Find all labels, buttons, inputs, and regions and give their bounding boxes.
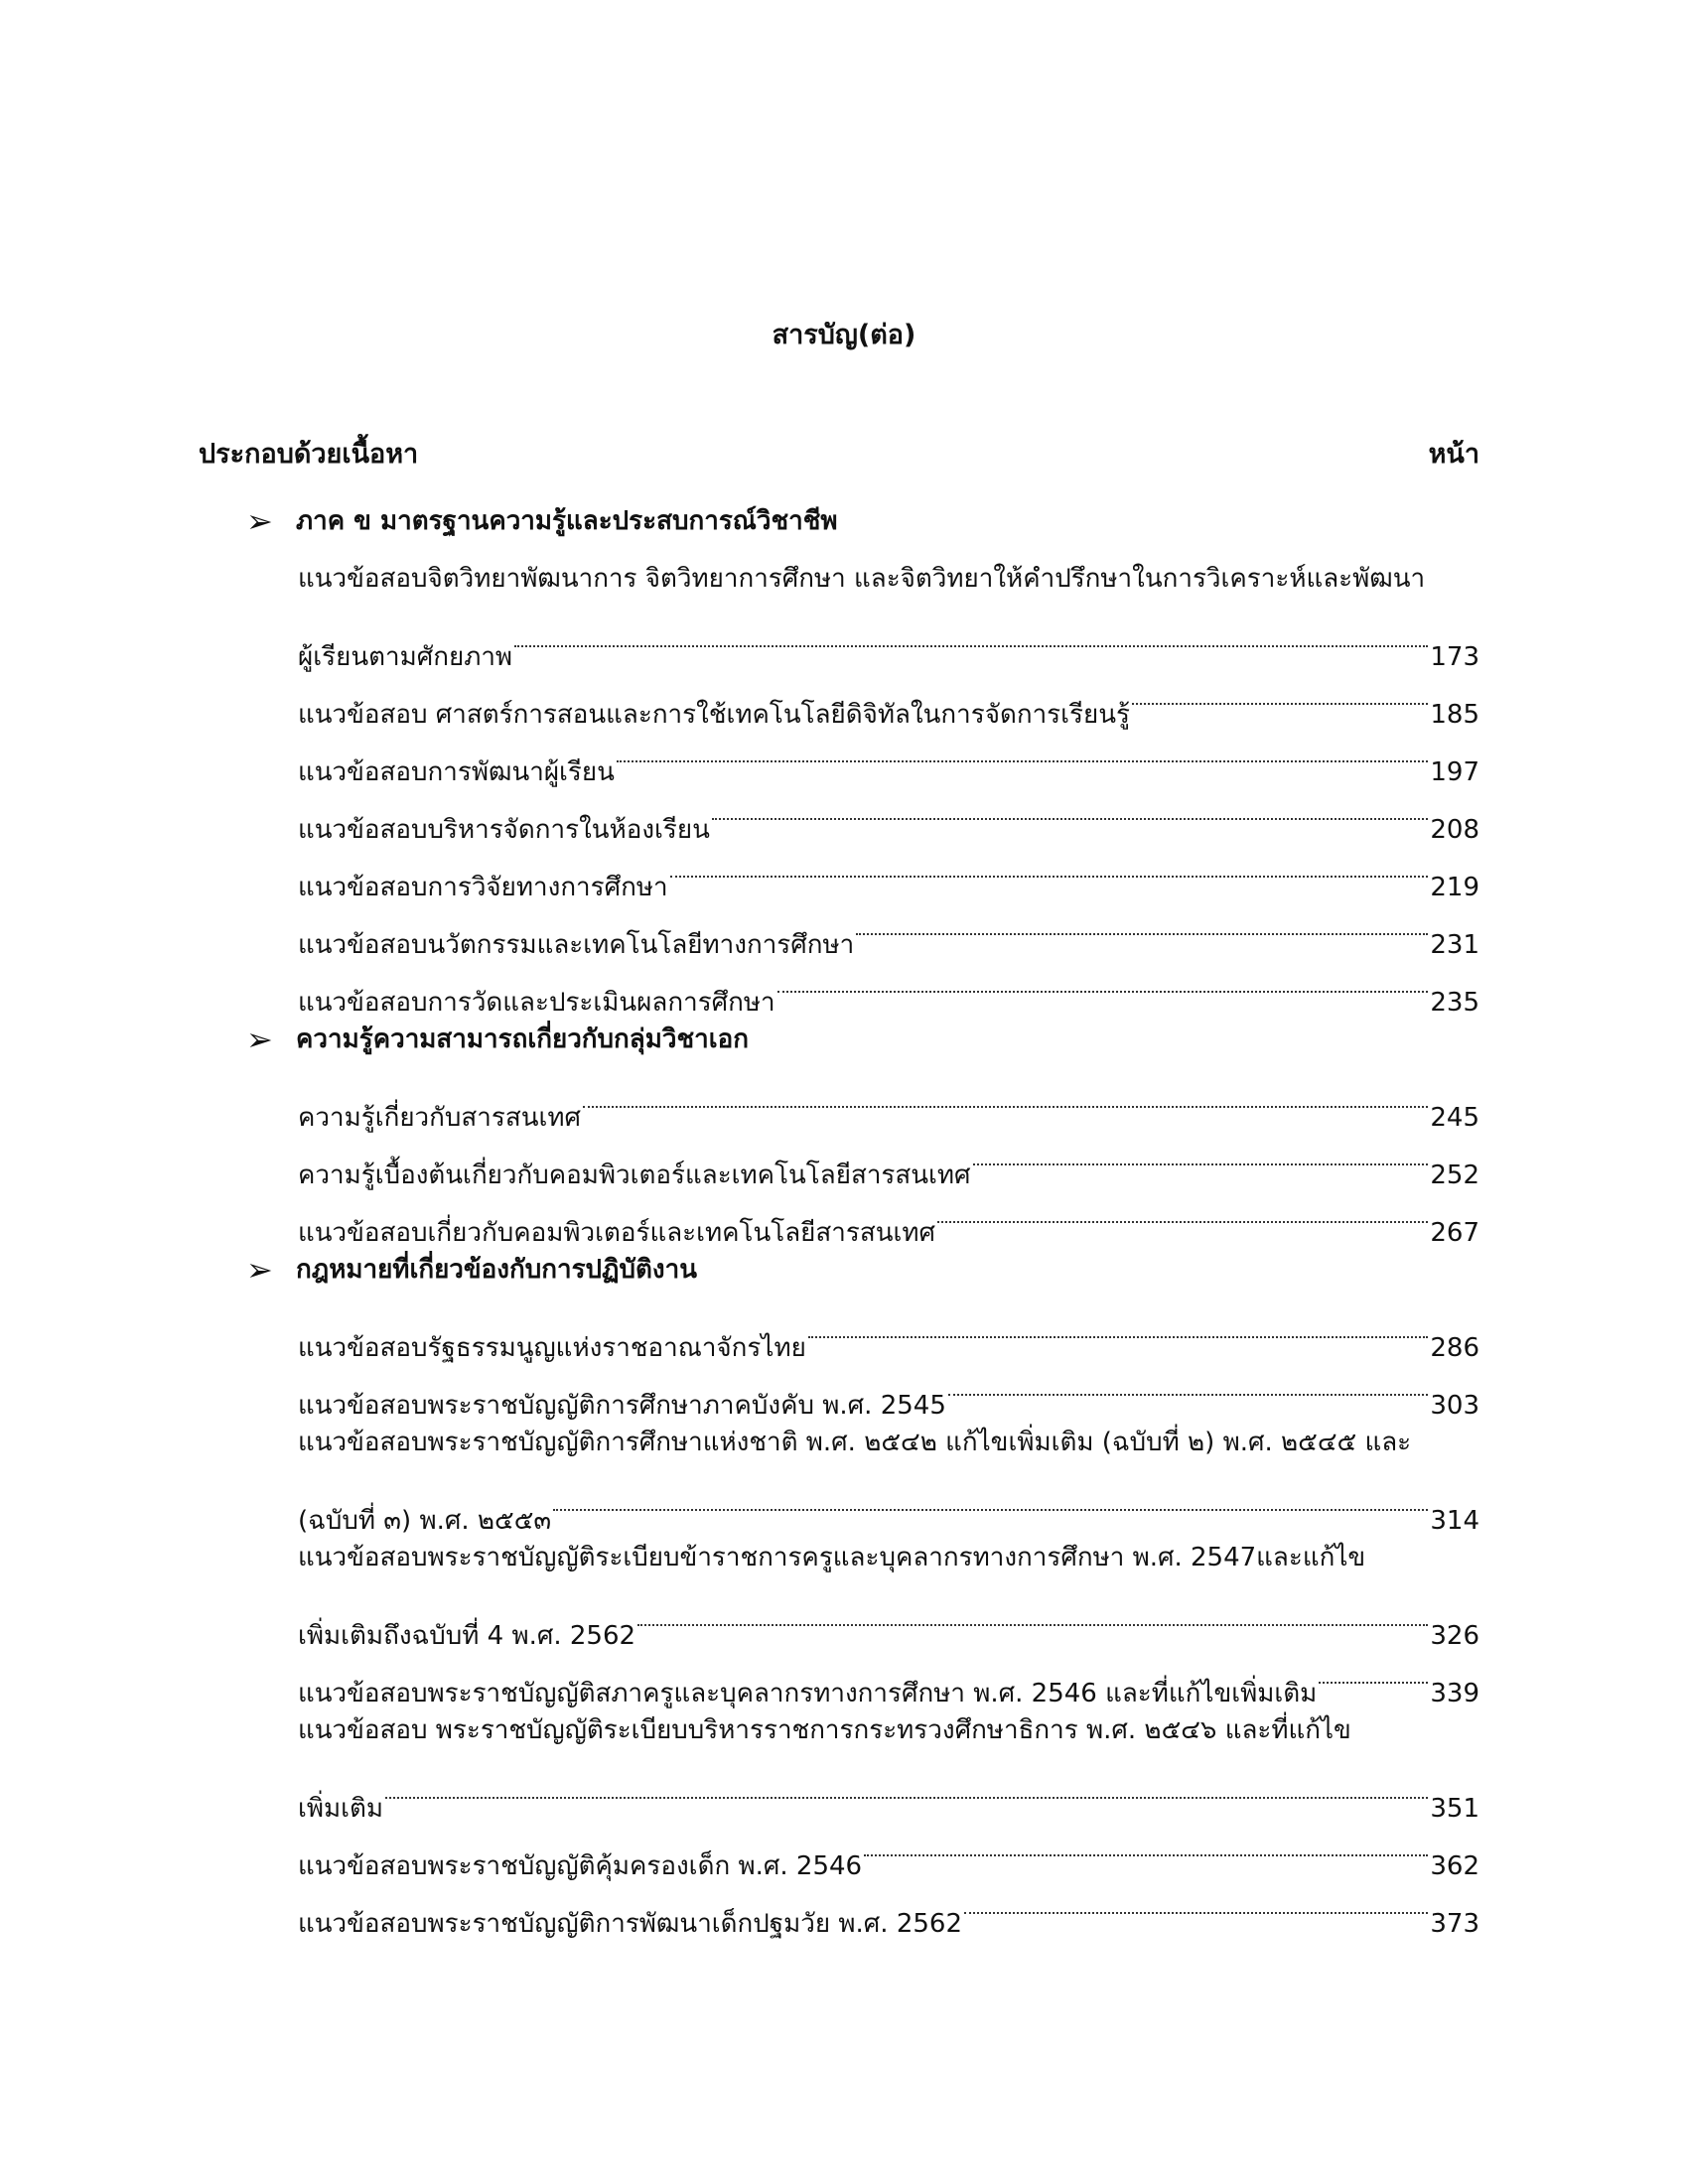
dot-leader xyxy=(1130,665,1430,723)
page-number: 286 xyxy=(1430,1333,1479,1363)
dot-leader xyxy=(775,953,1431,1011)
page-number: 339 xyxy=(1430,1679,1479,1708)
toc-entry-text: แนวข้อสอบเกี่ยวกับคอมพิวเตอร์และเทคโนโลยีสารสนเทศ xyxy=(298,1218,936,1248)
toc-entry[interactable] xyxy=(298,895,1479,960)
toc-entry[interactable] xyxy=(298,1183,1479,1248)
toc-entry-text: แนวข้อสอบการวิจัยทางการศึกษา xyxy=(298,873,668,902)
page-number: 173 xyxy=(1430,642,1479,672)
toc-entry-text: แนวข้อสอบ ศาสตร์การสอนและการใช้เทคโนโลยีดิจิทัลในการจัดการเรียนรู้ xyxy=(298,700,1130,730)
toc-entry[interactable] xyxy=(298,1702,1479,1824)
arrow-bullet-icon: ➢ xyxy=(246,1021,273,1058)
dot-leader xyxy=(1317,1644,1430,1702)
page-number: 303 xyxy=(1430,1391,1479,1421)
toc-entry[interactable] xyxy=(298,1644,1479,1708)
dot-leader xyxy=(635,1586,1430,1644)
page-number: 197 xyxy=(1430,757,1479,787)
dot-leader xyxy=(862,1817,1430,1874)
toc-entry-text: แนวข้อสอบพระราชบัญญัติการศึกษาภาคบังคับ พ.ศ. 2545 xyxy=(298,1391,946,1421)
dot-leader xyxy=(935,1183,1430,1241)
toc-entry-text: แนวข้อสอบจิตวิทยาพัฒนาการ จิตวิทยาการศึกษา และจิตวิทยาให้คำปรึกษาในการวิเคราะห์และพัฒนา xyxy=(298,564,1426,594)
toc-entry[interactable] xyxy=(298,1298,1479,1363)
dot-leader xyxy=(962,1874,1430,1932)
page-number: 231 xyxy=(1430,930,1479,960)
toc-entry-text: แนวข้อสอบรัฐธรรมนูญแห่งราชอาณาจักรไทย xyxy=(298,1333,806,1363)
toc-entry-text: แนวข้อสอบพระราชบัญญัติการพัฒนาเด็กปฐมวัย พ.ศ. 2562 xyxy=(298,1909,962,1939)
section-heading: ภาค ข มาตรฐานความรู้และประสบการณ์วิชาชีพ xyxy=(296,506,838,536)
page-number: 245 xyxy=(1430,1103,1479,1133)
toc-entry-text: (ฉบับที่ ๓) พ.ศ. ๒๕๕๓ xyxy=(298,1506,552,1536)
toc-entry[interactable] xyxy=(298,1817,1479,1881)
table-of-contents xyxy=(0,492,1688,1939)
dot-leader xyxy=(971,1126,1431,1183)
contents-heading: ประกอบด้วยเนื้อหา xyxy=(199,439,419,470)
toc-section xyxy=(0,1011,1688,1068)
arrow-bullet-icon: ➢ xyxy=(246,1251,273,1289)
page-number: 185 xyxy=(1430,700,1479,730)
dot-leader xyxy=(946,1356,1430,1414)
toc-section xyxy=(0,1241,1688,1298)
toc-entry-text: แนวข้อสอบพระราชบัญญัติระเบียบข้าราชการครูและบุคลากรทางการศึกษา พ.ศ. 2547และแก้ไข xyxy=(298,1543,1366,1572)
toc-entry-text: แนวข้อสอบพระราชบัญญัติคุ้มครองเด็ก พ.ศ. 2546 xyxy=(298,1851,863,1881)
dot-leader xyxy=(806,1298,1431,1356)
toc-entry[interactable] xyxy=(298,723,1479,787)
arrow-bullet-icon: ➢ xyxy=(246,502,273,540)
toc-header xyxy=(199,435,1479,475)
toc-entry[interactable] xyxy=(298,665,1479,730)
dot-leader xyxy=(668,838,1431,895)
dot-leader xyxy=(710,780,1430,838)
page-number: 314 xyxy=(1430,1506,1479,1536)
page-number: 219 xyxy=(1430,873,1479,902)
page-number: 362 xyxy=(1430,1851,1479,1881)
dot-leader xyxy=(512,608,1430,665)
toc-entry-text: แนวข้อสอบนวัตกรรมและเทคโนโลยีทางการศึกษา xyxy=(298,930,855,960)
dot-leader xyxy=(551,1471,1430,1529)
section-heading: ความรู้ความสามารถเกี่ยวกับกลุ่มวิชาเอก xyxy=(296,1024,749,1054)
page-number: 373 xyxy=(1430,1909,1479,1939)
toc-entry-text: แนวข้อสอบพระราชบัญญัติสภาครูและบุคลากรทางการศึกษา พ.ศ. 2546 และที่แก้ไขเพิ่มเติม xyxy=(298,1679,1318,1708)
page-number: 326 xyxy=(1430,1621,1479,1651)
toc-entry[interactable] xyxy=(298,780,1479,845)
toc-entry-text: ความรู้เบื้องต้นเกี่ยวกับคอมพิวเตอร์และเทคโนโลยีสารสนเทศ xyxy=(298,1160,971,1190)
toc-entry-text: เพิ่มเติม xyxy=(298,1794,384,1824)
toc-entry-text: ความรู้เกี่ยวกับสารสนเทศ xyxy=(298,1103,582,1133)
page-number: 267 xyxy=(1430,1218,1479,1248)
dot-leader xyxy=(615,723,1430,780)
toc-entry-text: เพิ่มเติมถึงฉบับที่ 4 พ.ศ. 2562 xyxy=(298,1621,636,1651)
page-number: 351 xyxy=(1430,1794,1479,1824)
toc-entry-text: แนวข้อสอบบริหารจัดการในห้องเรียน xyxy=(298,815,710,845)
dot-leader xyxy=(581,1068,1430,1126)
toc-entry-text: แนวข้อสอบการวัดและประเมินผลการศึกษา xyxy=(298,988,775,1018)
toc-section xyxy=(0,492,1688,550)
page-number: 208 xyxy=(1430,815,1479,845)
toc-entry[interactable] xyxy=(298,953,1479,1018)
toc-entry-text: แนวข้อสอบพระราชบัญญัติการศึกษาแห่งชาติ พ.ศ. ๒๕๔๒ แก้ไขเพิ่มเติม (ฉบับที่ ๒) พ.ศ. ๒๕๔๕ และ xyxy=(298,1428,1412,1457)
toc-entry[interactable] xyxy=(298,1126,1479,1190)
page-title: สารบัญ(ต่อ) xyxy=(772,320,916,350)
toc-entry[interactable] xyxy=(298,1529,1479,1651)
toc-entry[interactable] xyxy=(298,550,1479,672)
toc-entry[interactable] xyxy=(298,1414,1479,1536)
toc-entry[interactable] xyxy=(298,1068,1479,1133)
toc-entry-text: แนวข้อสอบการพัฒนาผู้เรียน xyxy=(298,757,615,787)
page-number: 252 xyxy=(1430,1160,1479,1190)
dot-leader xyxy=(854,895,1430,953)
toc-entry[interactable] xyxy=(298,1356,1479,1421)
toc-entry-text: ผู้เรียนตามศักยภาพ xyxy=(298,642,513,672)
toc-entry[interactable] xyxy=(298,1874,1479,1939)
section-heading: กฎหมายที่เกี่ยวข้องกับการปฏิบัติงาน xyxy=(296,1255,697,1285)
dot-leader xyxy=(383,1759,1430,1817)
page-column-heading: หน้า xyxy=(1428,439,1479,470)
toc-entry[interactable] xyxy=(298,838,1479,902)
toc-entry-text: แนวข้อสอบ พระราชบัญญัติระเบียบบริหารราชการกระทรวงศึกษาธิการ พ.ศ. ๒๕๔๖ และที่แก้ไข xyxy=(298,1715,1351,1745)
page-number: 235 xyxy=(1430,988,1479,1018)
